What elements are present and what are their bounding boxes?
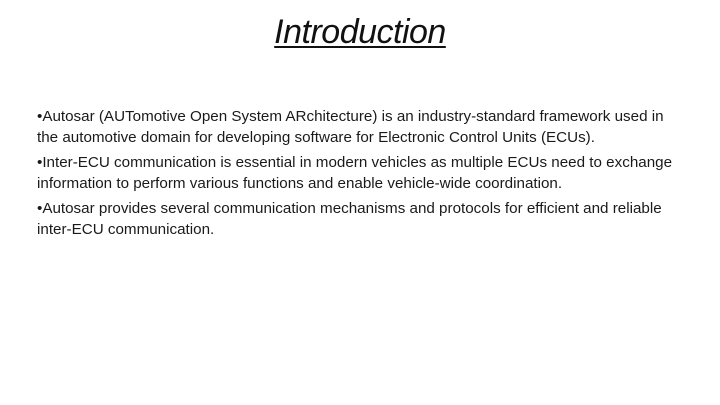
bullet-item: •Autosar provides several communication mechanisms and protocols for efficient and reliable inter-ECU communication. [37, 200, 662, 238]
bullet-item: •Inter-ECU communication is essential in modern vehicles as multiple ECUs need to exchange information to perform various functions and enable vehicle-wide coordination. [37, 154, 673, 192]
bullet-item: •Autosar (AUTomotive Open System ARchitecture) is an industry-standard framework used in the automotive domain for developing software for Electronic Control Units (ECUs). [37, 108, 664, 146]
bullet-list [37, 107, 677, 245]
slide-title: Introduction [274, 13, 446, 51]
